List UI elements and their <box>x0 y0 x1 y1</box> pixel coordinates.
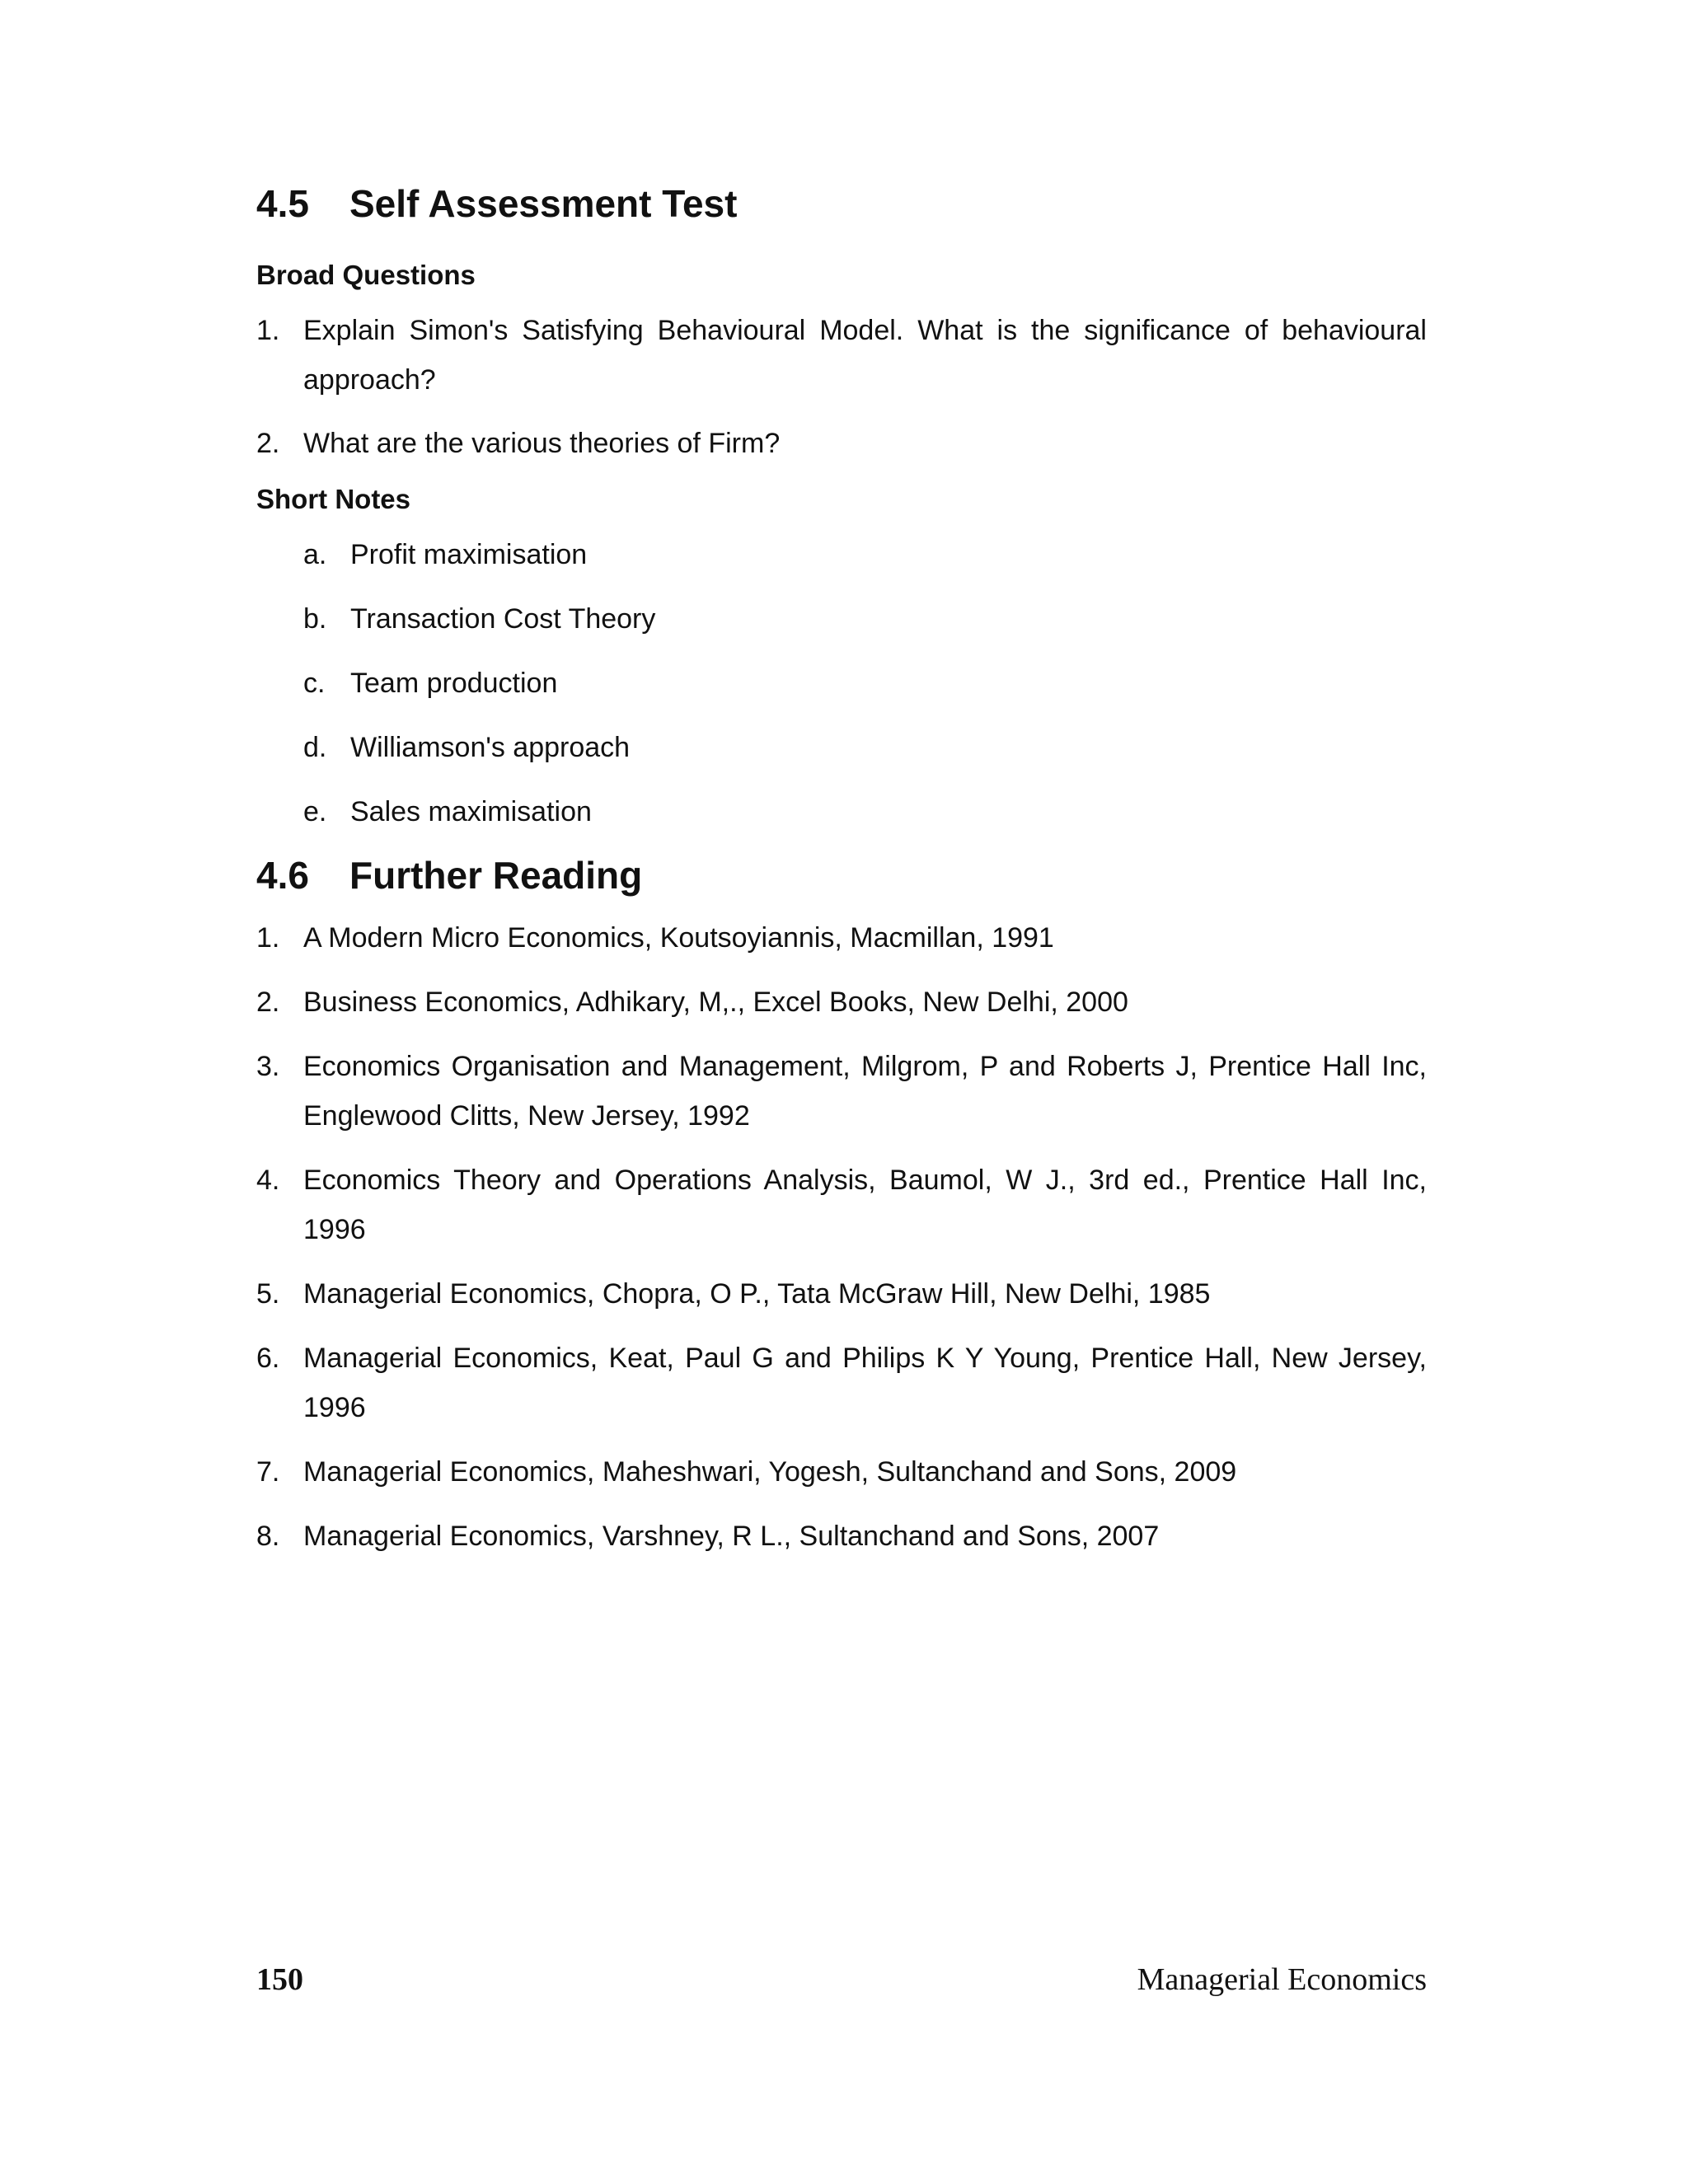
section-number: 4.5 <box>256 182 309 225</box>
list-item-text: Managerial Economics, Keat, Paul G and Philips K Y Young, Prentice Hall, New Jersey, 1996 <box>303 1343 1427 1424</box>
list-item-text: Sales maximisation <box>350 795 592 827</box>
list-marker: 5. <box>256 1278 280 1310</box>
list-item <box>256 1155 1427 1254</box>
list-marker: 4. <box>256 1165 280 1197</box>
list-marker: 1. <box>256 315 280 347</box>
list-item <box>256 1042 1427 1141</box>
list-item <box>256 1511 1427 1561</box>
list-marker: 2. <box>256 428 280 460</box>
section-heading-self-assessment <box>256 181 1427 227</box>
further-reading-list <box>256 913 1427 1561</box>
list-item <box>256 1269 1427 1319</box>
list-item <box>256 419 1427 468</box>
page-content <box>256 181 1427 1561</box>
list-marker: 8. <box>256 1521 280 1553</box>
broad-questions-list <box>256 306 1427 468</box>
section-heading-further-reading <box>256 853 1427 898</box>
list-item-text: Profit maximisation <box>350 538 588 570</box>
list-marker: 6. <box>256 1343 280 1375</box>
list-item-text: Economics Theory and Operations Analysis, Baumol, W J., 3rd ed., Prentice Hall Inc, 1996 <box>303 1165 1427 1246</box>
list-item-text: What are the various theories of Firm? <box>303 428 781 460</box>
section-title: Further Reading <box>349 853 643 897</box>
list-item-text: Managerial Economics, Varshney, R L., Sultanchand and Sons, 2007 <box>303 1521 1160 1553</box>
list-marker: 2. <box>256 987 280 1019</box>
list-item <box>256 658 1427 708</box>
list-item-text: Economics Organisation and Management, Milgrom, P and Roberts J, Prentice Hall Inc, Englewood Clitts, New Jersey, 1992 <box>303 1051 1427 1132</box>
list-item <box>256 306 1427 405</box>
list-item-text: Explain Simon's Satisfying Behavioural Model. What is the significance of behavioural approach? <box>303 315 1427 396</box>
list-item <box>256 530 1427 579</box>
page-number: 150 <box>256 1962 303 1997</box>
short-notes-heading: Short Notes <box>256 484 411 515</box>
list-marker: a. <box>303 538 327 570</box>
list-item <box>256 913 1427 963</box>
list-item <box>256 594 1427 644</box>
book-title: Managerial Economics <box>1137 1962 1427 1997</box>
list-item-text: Managerial Economics, Maheshwari, Yogesh, Sultanchand and Sons, 2009 <box>303 1456 1237 1488</box>
list-item <box>256 787 1427 837</box>
list-item <box>256 1333 1427 1432</box>
list-item-text: A Modern Micro Economics, Koutsoyiannis, Macmillan, 1991 <box>303 922 1054 954</box>
page-footer <box>256 1961 1427 1998</box>
section-number: 4.6 <box>256 853 309 897</box>
list-item <box>256 723 1427 772</box>
list-marker: c. <box>303 667 326 699</box>
short-notes-list <box>256 530 1427 837</box>
list-marker: b. <box>303 602 327 635</box>
list-item-text: Williamson's approach <box>350 731 631 763</box>
list-item <box>256 1447 1427 1497</box>
list-item-text: Team production <box>350 667 558 699</box>
list-item <box>256 977 1427 1027</box>
list-marker: 1. <box>256 922 280 954</box>
list-item-text: Managerial Economics, Chopra, O P., Tata McGraw Hill, New Delhi, 1985 <box>303 1278 1211 1310</box>
list-marker: d. <box>303 731 327 763</box>
list-marker: e. <box>303 795 327 827</box>
section-title: Self Assessment Test <box>349 182 738 225</box>
broad-questions-heading: Broad Questions <box>256 260 476 291</box>
list-marker: 7. <box>256 1456 280 1488</box>
list-marker: 3. <box>256 1051 280 1083</box>
list-item-text: Transaction Cost Theory <box>350 602 656 635</box>
list-item-text: Business Economics, Adhikary, M,., Excel Books, New Delhi, 2000 <box>303 987 1128 1019</box>
